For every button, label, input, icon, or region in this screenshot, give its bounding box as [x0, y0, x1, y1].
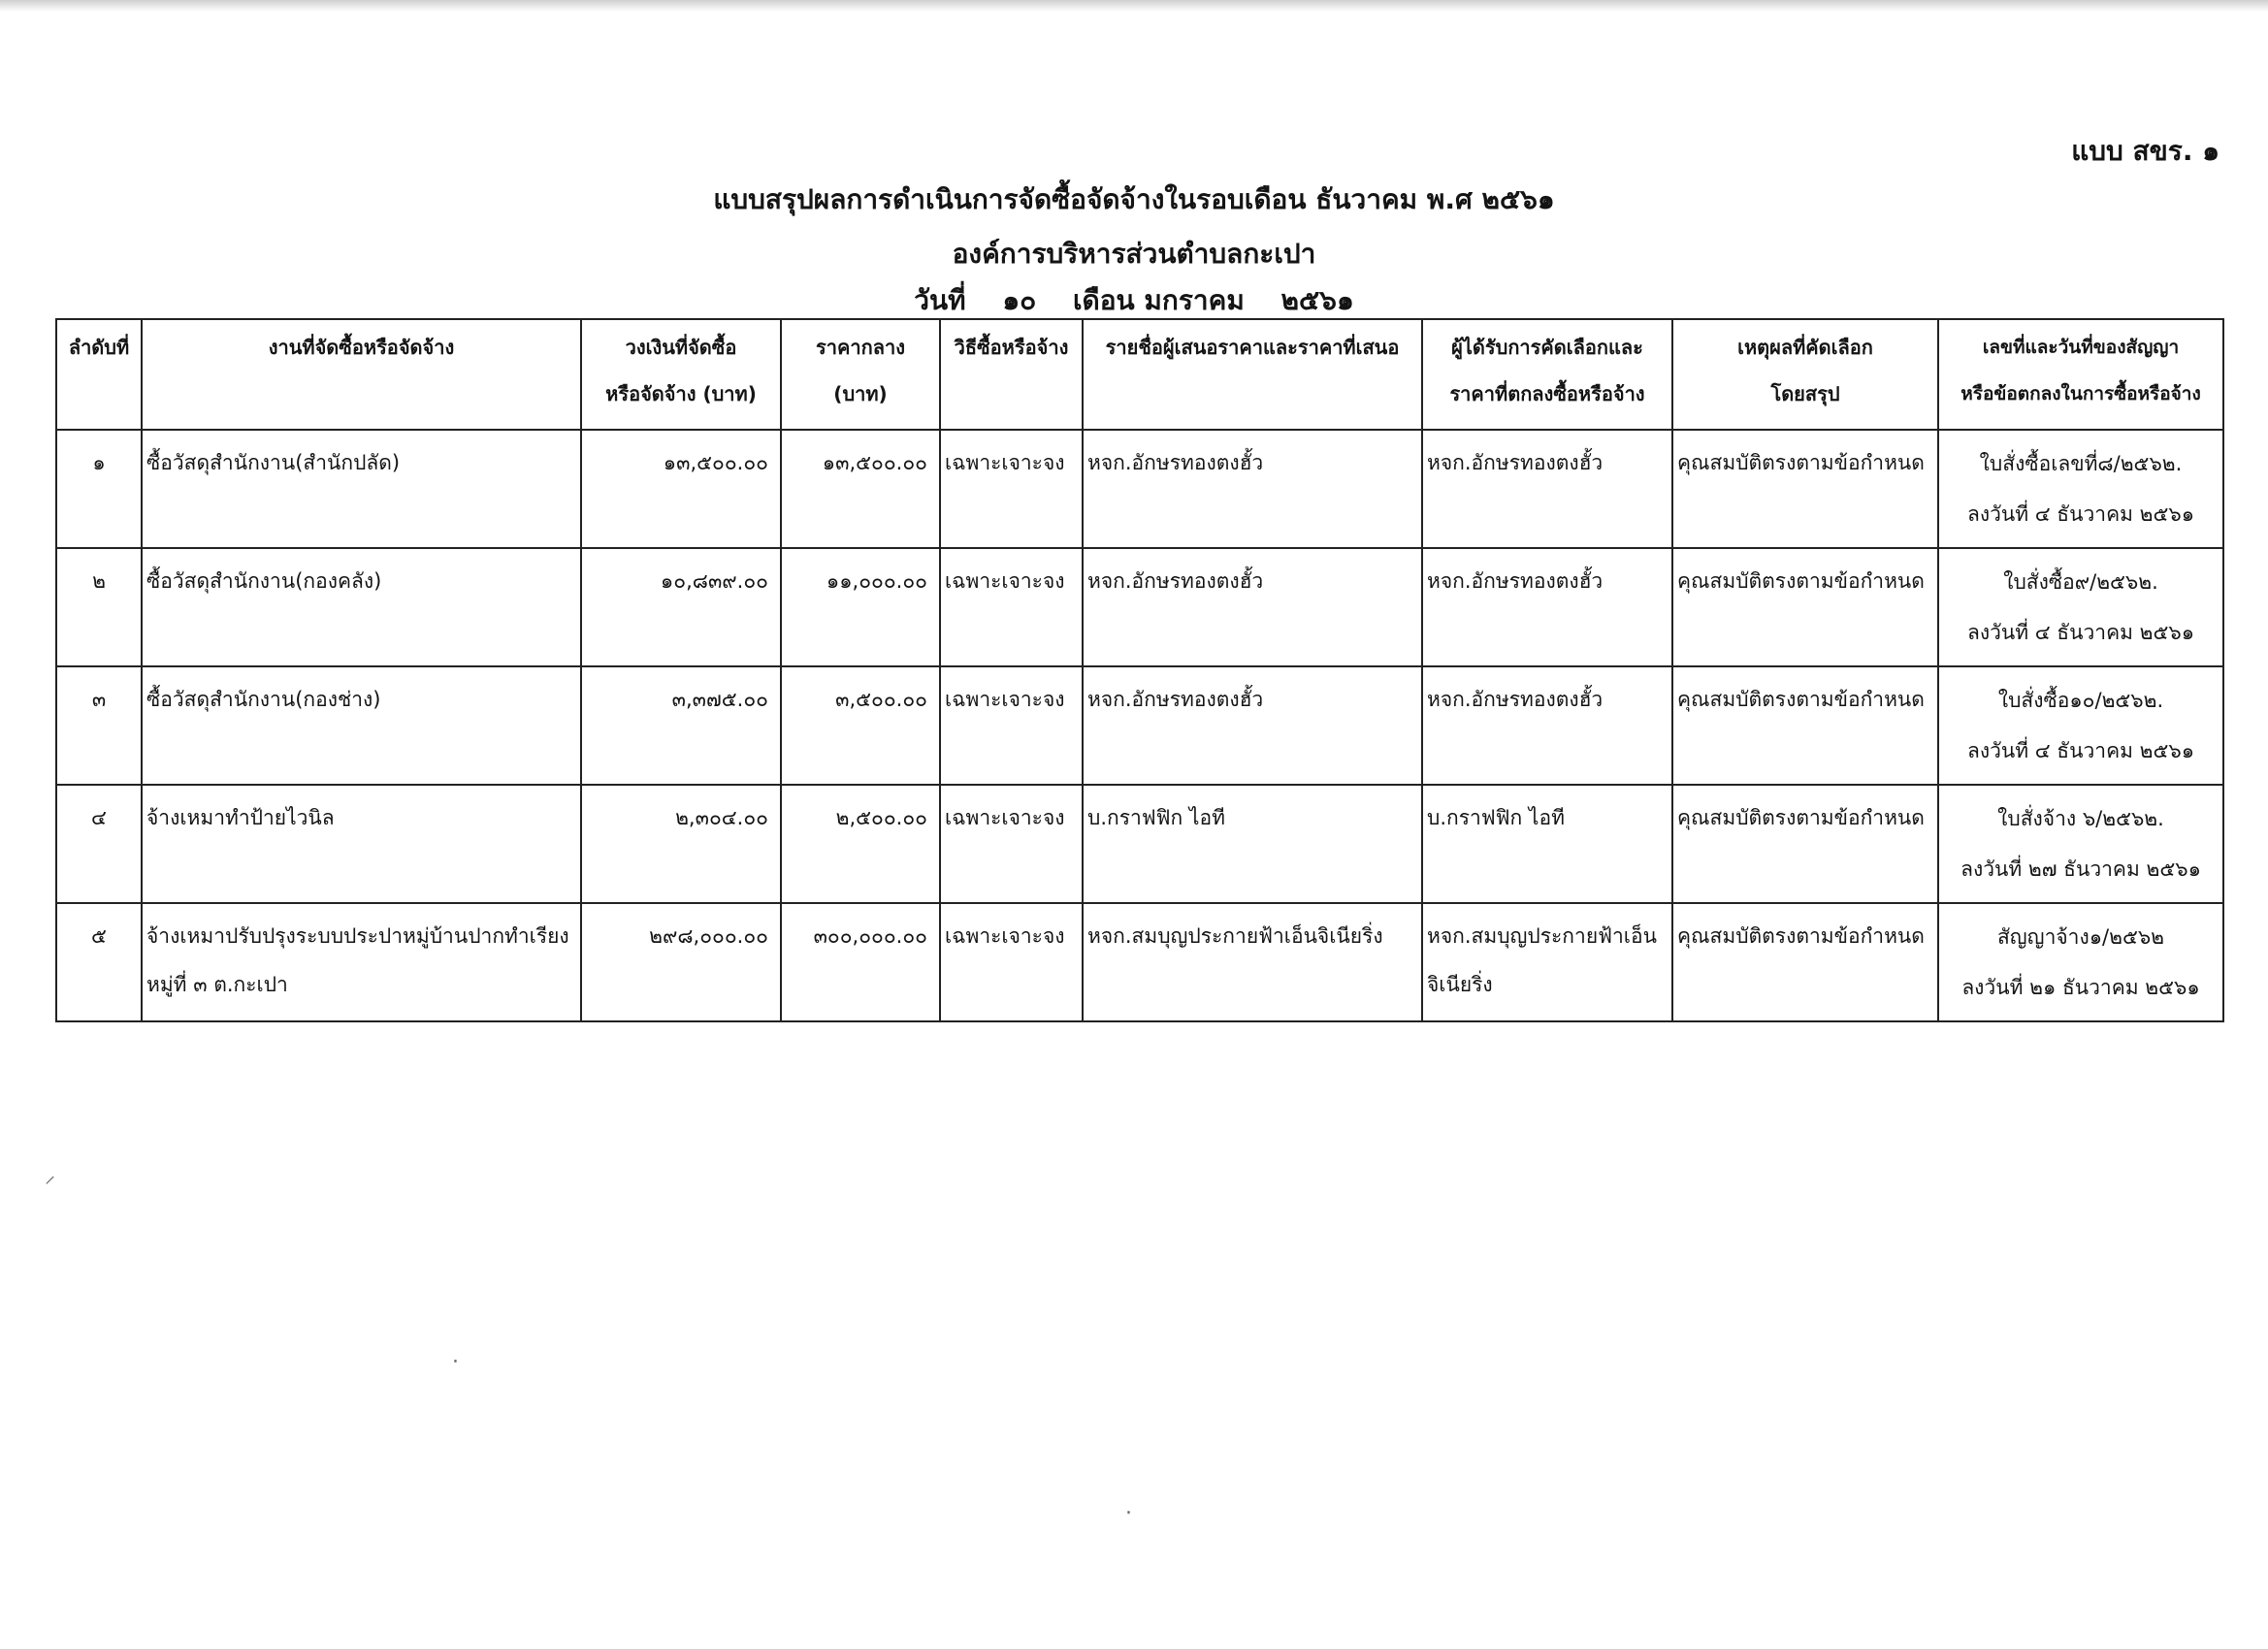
cell-no: ๔	[56, 785, 142, 903]
header-contract-line2: หรือข้อตกลงในการซื้อหรือจ้าง	[1960, 383, 2201, 404]
header-winner-line2: ราคาที่ตกลงซื้อหรือจ้าง	[1449, 382, 1645, 405]
table-row	[56, 430, 2223, 548]
header-reason-line2: โดยสรุป	[1770, 382, 1840, 405]
cell-winner: หจก.อักษรทองตงฮั้ว	[1422, 430, 1672, 548]
date-year: ๒๕๖๑	[1280, 284, 1354, 316]
contract-number: สัญญาจ้าง๑/๒๕๖๒	[1996, 925, 2165, 949]
cell-no: ๕	[56, 903, 142, 1021]
contract-date: ลงวันที่ ๔ ธันวาคม ๒๕๖๑	[1966, 621, 2195, 644]
cell-reason: คุณสมบัติตรงตามข้อกำหนด	[1672, 903, 1938, 1021]
cell-no: ๑	[56, 430, 142, 548]
header-item: งานที่จัดซื้อหรือจัดจ้าง	[142, 319, 581, 430]
header-budget-line2: หรือจัดจ้าง (บาท)	[605, 382, 757, 405]
cell-method: เฉพาะเจาะจง	[940, 430, 1083, 548]
cell-budget: ๑๐,๘๓๙.๐๐	[581, 548, 781, 666]
cell-budget: ๒๙๘,๐๐๐.๐๐	[581, 903, 781, 1021]
date-month: มกราคม	[1144, 284, 1245, 316]
scan-mark: ·	[1125, 1502, 1132, 1526]
header-median-line2: (บาท)	[833, 382, 888, 405]
cell-median: ๑๓,๕๐๐.๐๐	[781, 430, 940, 548]
cell-median: ๒,๕๐๐.๐๐	[781, 785, 940, 903]
cell-no: ๓	[56, 666, 142, 785]
date-day-label: วันที่	[914, 284, 966, 316]
document-title: แบบสรุปผลการดำเนินการจัดซื้อจัดจ้างในรอบเดือน ธันวาคม พ.ศ ๒๕๖๑	[713, 183, 1555, 215]
document-date	[0, 279, 2268, 322]
cell-method: เฉพาะเจาะจง	[940, 785, 1083, 903]
scan-mark: ·	[452, 1350, 459, 1374]
contract-number: ใบสั่งซื้อเลขที่๘/๒๕๖๒.	[1979, 452, 2183, 475]
cell-item: ซื้อวัสดุสำนักงาน(กองคลัง)	[142, 548, 581, 666]
contract-date: ลงวันที่ ๔ ธันวาคม ๒๕๖๑	[1966, 502, 2195, 526]
header-bidders: รายชื่อผู้เสนอราคาและราคาที่เสนอ	[1083, 319, 1422, 430]
cell-budget: ๒,๓๐๔.๐๐	[581, 785, 781, 903]
cell-no: ๒	[56, 548, 142, 666]
procurement-table	[55, 318, 2224, 1022]
date-month-label: เดือน	[1072, 284, 1135, 316]
contract-date: ลงวันที่ ๒๗ ธันวาคม ๒๕๖๑	[1960, 857, 2201, 881]
header-winner	[1422, 319, 1672, 430]
table-row	[56, 785, 2223, 903]
cell-method: เฉพาะเจาะจง	[940, 903, 1083, 1021]
cell-contract	[1938, 666, 2223, 785]
header-reason	[1672, 319, 1938, 430]
cell-contract	[1938, 548, 2223, 666]
scan-mark: ⸝	[45, 1164, 56, 1188]
scan-edge	[0, 0, 2268, 12]
contract-number: ใบสั่งซื้อ๙/๒๕๖๒.	[2003, 570, 2158, 594]
date-day: ๑๐	[1002, 284, 1037, 316]
form-code: แบบ สขร. ๑	[2071, 135, 2219, 167]
header-reason-line1: เหตุผลที่คัดเลือก	[1737, 336, 1873, 359]
table-row	[56, 548, 2223, 666]
cell-median: ๑๑,๐๐๐.๐๐	[781, 548, 940, 666]
contract-date: ลงวันที่ ๔ ธันวาคม ๒๕๖๑	[1966, 739, 2195, 762]
header-winner-line1: ผู้ได้รับการคัดเลือกและ	[1451, 336, 1643, 359]
table-row	[56, 903, 2223, 1021]
cell-winner: หจก.อักษรทองตงฮั้ว	[1422, 548, 1672, 666]
cell-winner: บ.กราฟฟิก ไอที	[1422, 785, 1672, 903]
header-median	[781, 319, 940, 430]
cell-contract	[1938, 785, 2223, 903]
cell-reason: คุณสมบัติตรงตามข้อกำหนด	[1672, 666, 1938, 785]
header-budget-line1: วงเงินที่จัดซื้อ	[625, 336, 737, 359]
cell-reason: คุณสมบัติตรงตามข้อกำหนด	[1672, 430, 1938, 548]
header-budget	[581, 319, 781, 430]
cell-bidders: หจก.อักษรทองตงฮั้ว	[1083, 548, 1422, 666]
cell-bidders: บ.กราฟฟิก ไอที	[1083, 785, 1422, 903]
cell-budget: ๓,๓๗๕.๐๐	[581, 666, 781, 785]
cell-winner: หจก.อักษรทองตงฮั้ว	[1422, 666, 1672, 785]
cell-contract	[1938, 430, 2223, 548]
contract-date: ลงวันที่ ๒๑ ธันวาคม ๒๕๖๑	[1961, 976, 2200, 999]
cell-item: ซื้อวัสดุสำนักงาน(กองช่าง)	[142, 666, 581, 785]
header-contract-line1: เลขที่และวันที่ของสัญญา	[1982, 337, 2180, 358]
cell-method: เฉพาะเจาะจง	[940, 548, 1083, 666]
cell-median: ๓๐๐,๐๐๐.๐๐	[781, 903, 940, 1021]
cell-reason: คุณสมบัติตรงตามข้อกำหนด	[1672, 548, 1938, 666]
organization-name: องค์การบริหารส่วนตำบลกะเปา	[952, 238, 1316, 270]
header-contract	[1938, 319, 2223, 430]
cell-item: จ้างเหมาปรับปรุงระบบประปาหมู่บ้านปากทำเรียง หมู่ที่ ๓ ต.กะเปา	[142, 903, 581, 1021]
cell-median: ๓,๕๐๐.๐๐	[781, 666, 940, 785]
cell-budget: ๑๓,๕๐๐.๐๐	[581, 430, 781, 548]
cell-contract	[1938, 903, 2223, 1021]
cell-bidders: หจก.อักษรทองตงฮั้ว	[1083, 666, 1422, 785]
cell-winner: หจก.สมบุญประกายฟ้าเอ็นจิเนียริ่ง	[1422, 903, 1672, 1021]
table-body	[56, 430, 2223, 1021]
cell-item: จ้างเหมาทำป้ายไวนิล	[142, 785, 581, 903]
cell-item: ซื้อวัสดุสำนักงาน(สำนักปลัด)	[142, 430, 581, 548]
table-header-row	[56, 319, 2223, 430]
table-row	[56, 666, 2223, 785]
cell-bidders: หจก.อักษรทองตงฮั้ว	[1083, 430, 1422, 548]
header-median-line1: ราคากลาง	[816, 336, 905, 359]
header-method: วิธีซื้อหรือจ้าง	[940, 319, 1083, 430]
contract-number: ใบสั่งซื้อ๑๐/๒๕๖๒.	[1997, 689, 2164, 712]
cell-method: เฉพาะเจาะจง	[940, 666, 1083, 785]
contract-number: ใบสั่งจ้าง ๖/๒๕๖๒.	[1997, 807, 2164, 830]
header-no: ลำดับที่	[56, 319, 142, 430]
cell-bidders: หจก.สมบุญประกายฟ้าเอ็นจิเนียริ่ง	[1083, 903, 1422, 1021]
cell-reason: คุณสมบัติตรงตามข้อกำหนด	[1672, 785, 1938, 903]
